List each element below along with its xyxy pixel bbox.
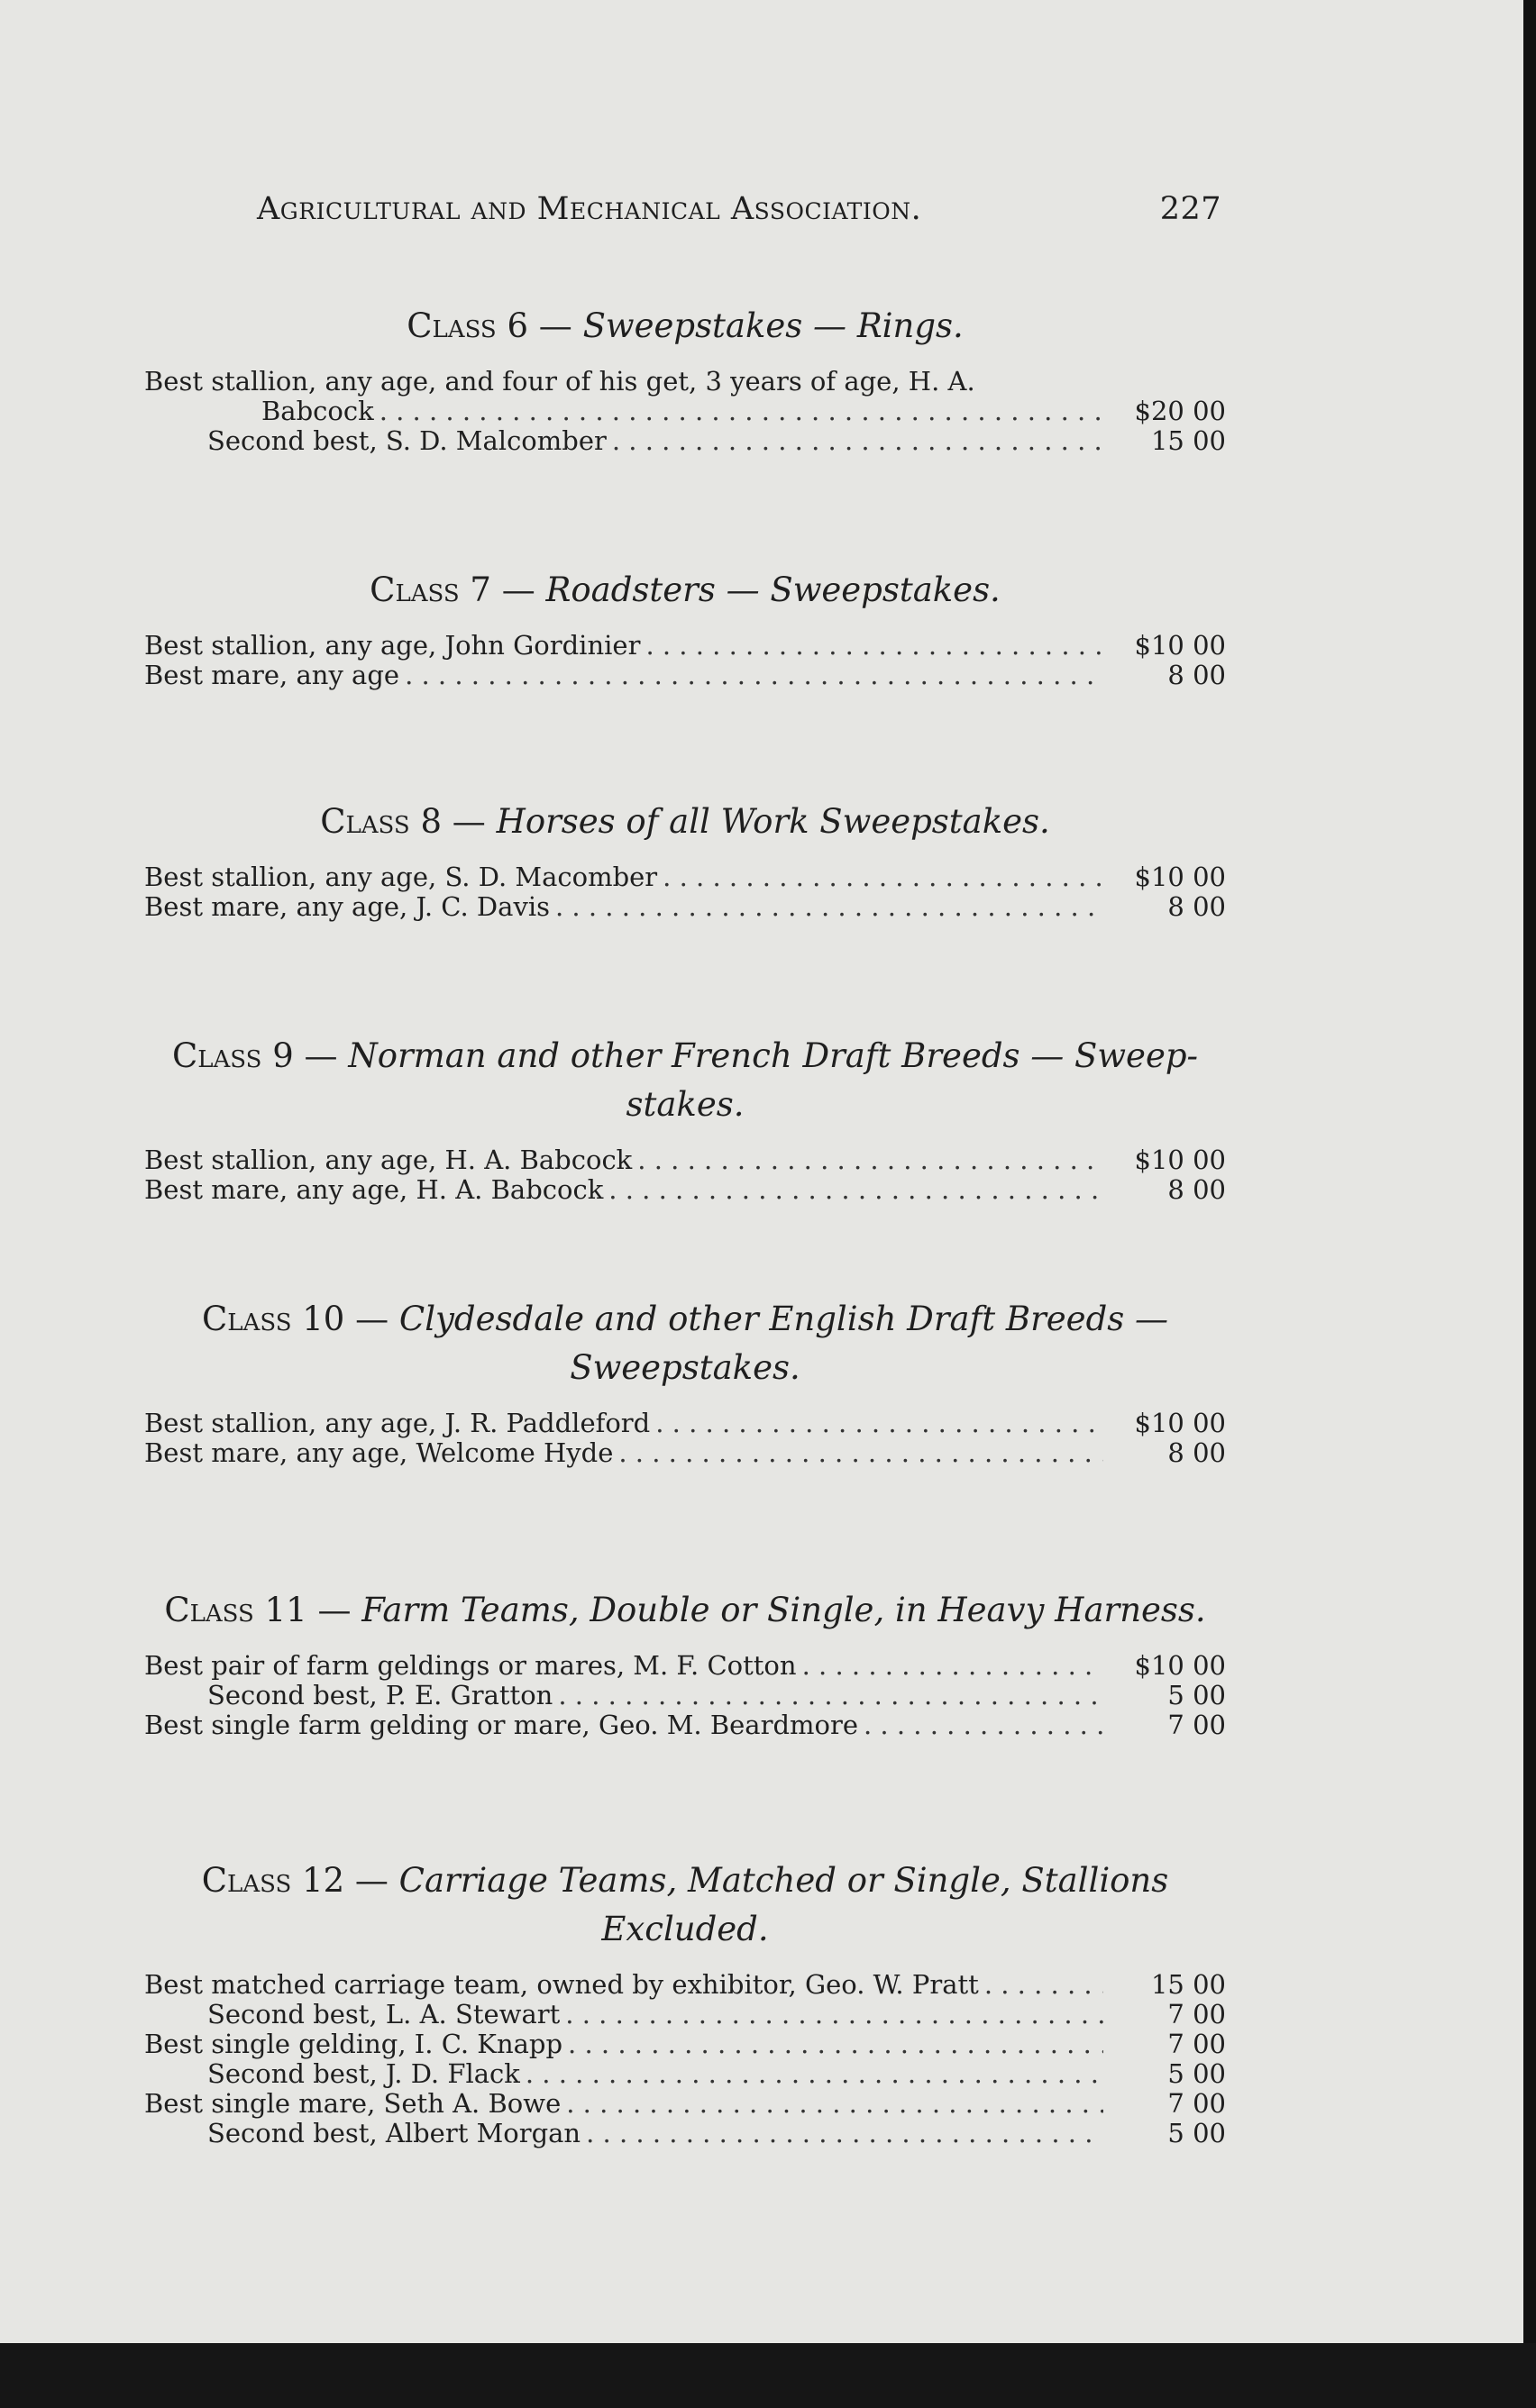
entry-row xyxy=(144,661,1226,690)
class-6-section xyxy=(144,302,1226,456)
page-number: 227 xyxy=(1159,191,1221,227)
entry-text: Best single mare, Seth A. Bowe xyxy=(144,2088,562,2119)
entry-text: Best stallion, any age, John Gordinier xyxy=(144,630,641,661)
entry-text: Best single gelding, I. C. Knapp xyxy=(144,2029,563,2059)
dot-leader xyxy=(645,631,1103,661)
class-heading: Class 6 — Sweepstakes — Rings. xyxy=(407,306,964,345)
entry-amount: 7 00 xyxy=(1167,2029,1226,2059)
class-subtitle: Sweepstakes — Rings. xyxy=(582,306,964,345)
entry-amount: 7 00 xyxy=(1167,2088,1226,2119)
dot-leader xyxy=(568,2029,1103,2059)
entry-amount: 8 00 xyxy=(1167,891,1226,922)
entry-amount: $20 00 xyxy=(1134,396,1226,426)
entry-row xyxy=(144,2089,1226,2119)
entry-amount: 7 00 xyxy=(1167,1710,1226,1740)
entry-amount: 8 00 xyxy=(1167,1174,1226,1205)
entry-list xyxy=(144,1651,1226,1740)
entry-row xyxy=(144,426,1226,456)
entry-text: Best stallion, any age, J. R. Paddleford xyxy=(144,1408,651,1438)
entry-text: Second best, L. A. Stewart xyxy=(207,1999,561,2029)
dot-leader xyxy=(608,1175,1103,1205)
class-label: Class 9 xyxy=(171,1036,294,1075)
entry-amount: $10 00 xyxy=(1134,1650,1226,1681)
entry-text: Second best, Albert Morgan xyxy=(207,2118,581,2148)
entry-row xyxy=(144,2059,1226,2089)
class-heading: Class 12 — Carriage Teams, Matched or Single, Stallions Excluded. xyxy=(201,1861,1169,1948)
class-heading: Class 8 — Horses of all Work Sweepstakes. xyxy=(320,802,1050,841)
class-heading: Class 10 — Clydesdale and other English Draft Breeds — Sweepstakes. xyxy=(201,1300,1169,1387)
dot-leader xyxy=(565,2000,1103,2029)
entry-row xyxy=(144,1651,1226,1681)
entry-amount: 15 00 xyxy=(1150,425,1226,456)
class-7-section xyxy=(144,566,1226,690)
entry-list xyxy=(144,631,1226,690)
entry-amount: $10 00 xyxy=(1134,630,1226,661)
class-subtitle: Horses of all Work Sweepstakes. xyxy=(496,802,1050,841)
dot-leader xyxy=(618,1438,1103,1468)
entry-row xyxy=(144,397,1226,426)
class-label: Class 6 xyxy=(407,306,529,345)
dot-leader xyxy=(405,661,1103,690)
class-11-section xyxy=(144,1586,1226,1740)
dot-leader xyxy=(555,892,1103,922)
class-subtitle: Norman and other French Draft Breeds — Sweep- stakes. xyxy=(348,1036,1199,1124)
class-heading: Class 7 — Roadsters — Sweepstakes. xyxy=(370,570,1001,609)
entry-amount: 5 00 xyxy=(1167,1680,1226,1710)
class-8-section xyxy=(144,798,1226,922)
entry-amount: 7 00 xyxy=(1167,1999,1226,2029)
dot-leader xyxy=(802,1651,1103,1681)
entry-list xyxy=(144,1970,1226,2148)
entry-text: Best stallion, any age, H. A. Babcock xyxy=(144,1145,633,1175)
entry-text: Best mare, any age xyxy=(144,660,400,690)
entry-amount: 5 00 xyxy=(1167,2118,1226,2148)
dot-leader xyxy=(612,426,1103,456)
entry-text: Best pair of farm geldings or mares, M. F. Cotton xyxy=(144,1650,797,1681)
entry-row xyxy=(144,862,1226,892)
running-header xyxy=(257,191,1221,227)
entry-row xyxy=(144,1145,1226,1175)
dot-leader xyxy=(663,862,1103,892)
entry-text: Babcock xyxy=(261,396,374,426)
dot-leader xyxy=(864,1710,1103,1740)
class-label: Class 10 xyxy=(201,1300,345,1338)
entry-list xyxy=(144,1145,1226,1205)
entry-row xyxy=(144,2000,1226,2029)
header-title: Agricultural and Mechanical Association. xyxy=(257,191,922,227)
entry-list xyxy=(144,1409,1226,1468)
entry-row xyxy=(144,1175,1226,1205)
class-label: Class 11 xyxy=(164,1591,307,1629)
entry-text: Second best, S. D. Malcomber xyxy=(207,425,607,456)
entry-amount: $10 00 xyxy=(1134,862,1226,892)
entry-text: Best single farm gelding or mare, Geo. M. Beardmore xyxy=(144,1710,858,1740)
class-subtitle: Farm Teams, Double or Single, in Heavy Harness. xyxy=(361,1591,1206,1629)
entry-list xyxy=(144,367,1226,456)
entry-text: Best mare, any age, Welcome Hyde xyxy=(144,1437,614,1468)
entry-amount: 15 00 xyxy=(1150,1969,1226,2000)
entry-text: Second best, P. E. Gratton xyxy=(207,1680,553,1710)
dot-leader xyxy=(526,2059,1103,2089)
entry-text: Second best, J. D. Flack xyxy=(207,2058,520,2089)
entry-row xyxy=(144,2119,1226,2148)
entry-row xyxy=(144,1710,1226,1740)
dot-leader xyxy=(566,2089,1103,2119)
entry-list xyxy=(144,862,1226,922)
dot-leader xyxy=(984,1970,1103,2000)
class-12-section xyxy=(144,1856,1226,2148)
dot-leader xyxy=(586,2119,1103,2148)
entry-row xyxy=(144,631,1226,661)
entry-row xyxy=(144,367,1226,397)
entry-amount: $10 00 xyxy=(1134,1408,1226,1438)
dot-leader xyxy=(558,1681,1103,1710)
entry-text: Best mare, any age, H. A. Babcock xyxy=(144,1174,604,1205)
entry-amount: $10 00 xyxy=(1134,1145,1226,1175)
entry-amount: 8 00 xyxy=(1167,1437,1226,1468)
class-heading: Class 9 — Norman and other French Draft Breeds — Sweep- stakes. xyxy=(171,1036,1199,1124)
entry-text: Best stallion, any age, and four of his get, 3 years of age, H. A. xyxy=(144,366,975,397)
entry-row xyxy=(144,1409,1226,1438)
class-10-section xyxy=(144,1295,1226,1468)
entry-row xyxy=(144,1970,1226,2000)
entry-text: Best matched carriage team, owned by exhibitor, Geo. W. Pratt xyxy=(144,1969,979,2000)
scan-border xyxy=(0,2343,1536,2408)
entry-row xyxy=(144,1681,1226,1710)
class-9-section xyxy=(144,1032,1226,1205)
class-label: Class 12 xyxy=(201,1861,345,1900)
dot-leader xyxy=(655,1409,1103,1438)
entry-text: Best stallion, any age, S. D. Macomber xyxy=(144,862,658,892)
dot-leader xyxy=(637,1145,1103,1175)
entry-amount: 5 00 xyxy=(1167,2058,1226,2089)
entry-row xyxy=(144,2029,1226,2059)
dot-leader xyxy=(379,397,1103,426)
entry-amount: 8 00 xyxy=(1167,660,1226,690)
class-subtitle: Clydesdale and other English Draft Breeds — Sweepstakes. xyxy=(398,1300,1169,1387)
class-label: Class 8 xyxy=(320,802,443,841)
class-heading: Class 11 — Farm Teams, Double or Single, in Heavy Harness. xyxy=(164,1591,1206,1629)
class-label: Class 7 xyxy=(370,570,491,609)
entry-row xyxy=(144,892,1226,922)
class-subtitle: Roadsters — Sweepstakes. xyxy=(545,570,1001,609)
entry-row xyxy=(144,1438,1226,1468)
class-subtitle: Carriage Teams, Matched or Single, Stallions Excluded. xyxy=(398,1861,1169,1948)
entry-text: Best mare, any age, J. C. Davis xyxy=(144,891,550,922)
